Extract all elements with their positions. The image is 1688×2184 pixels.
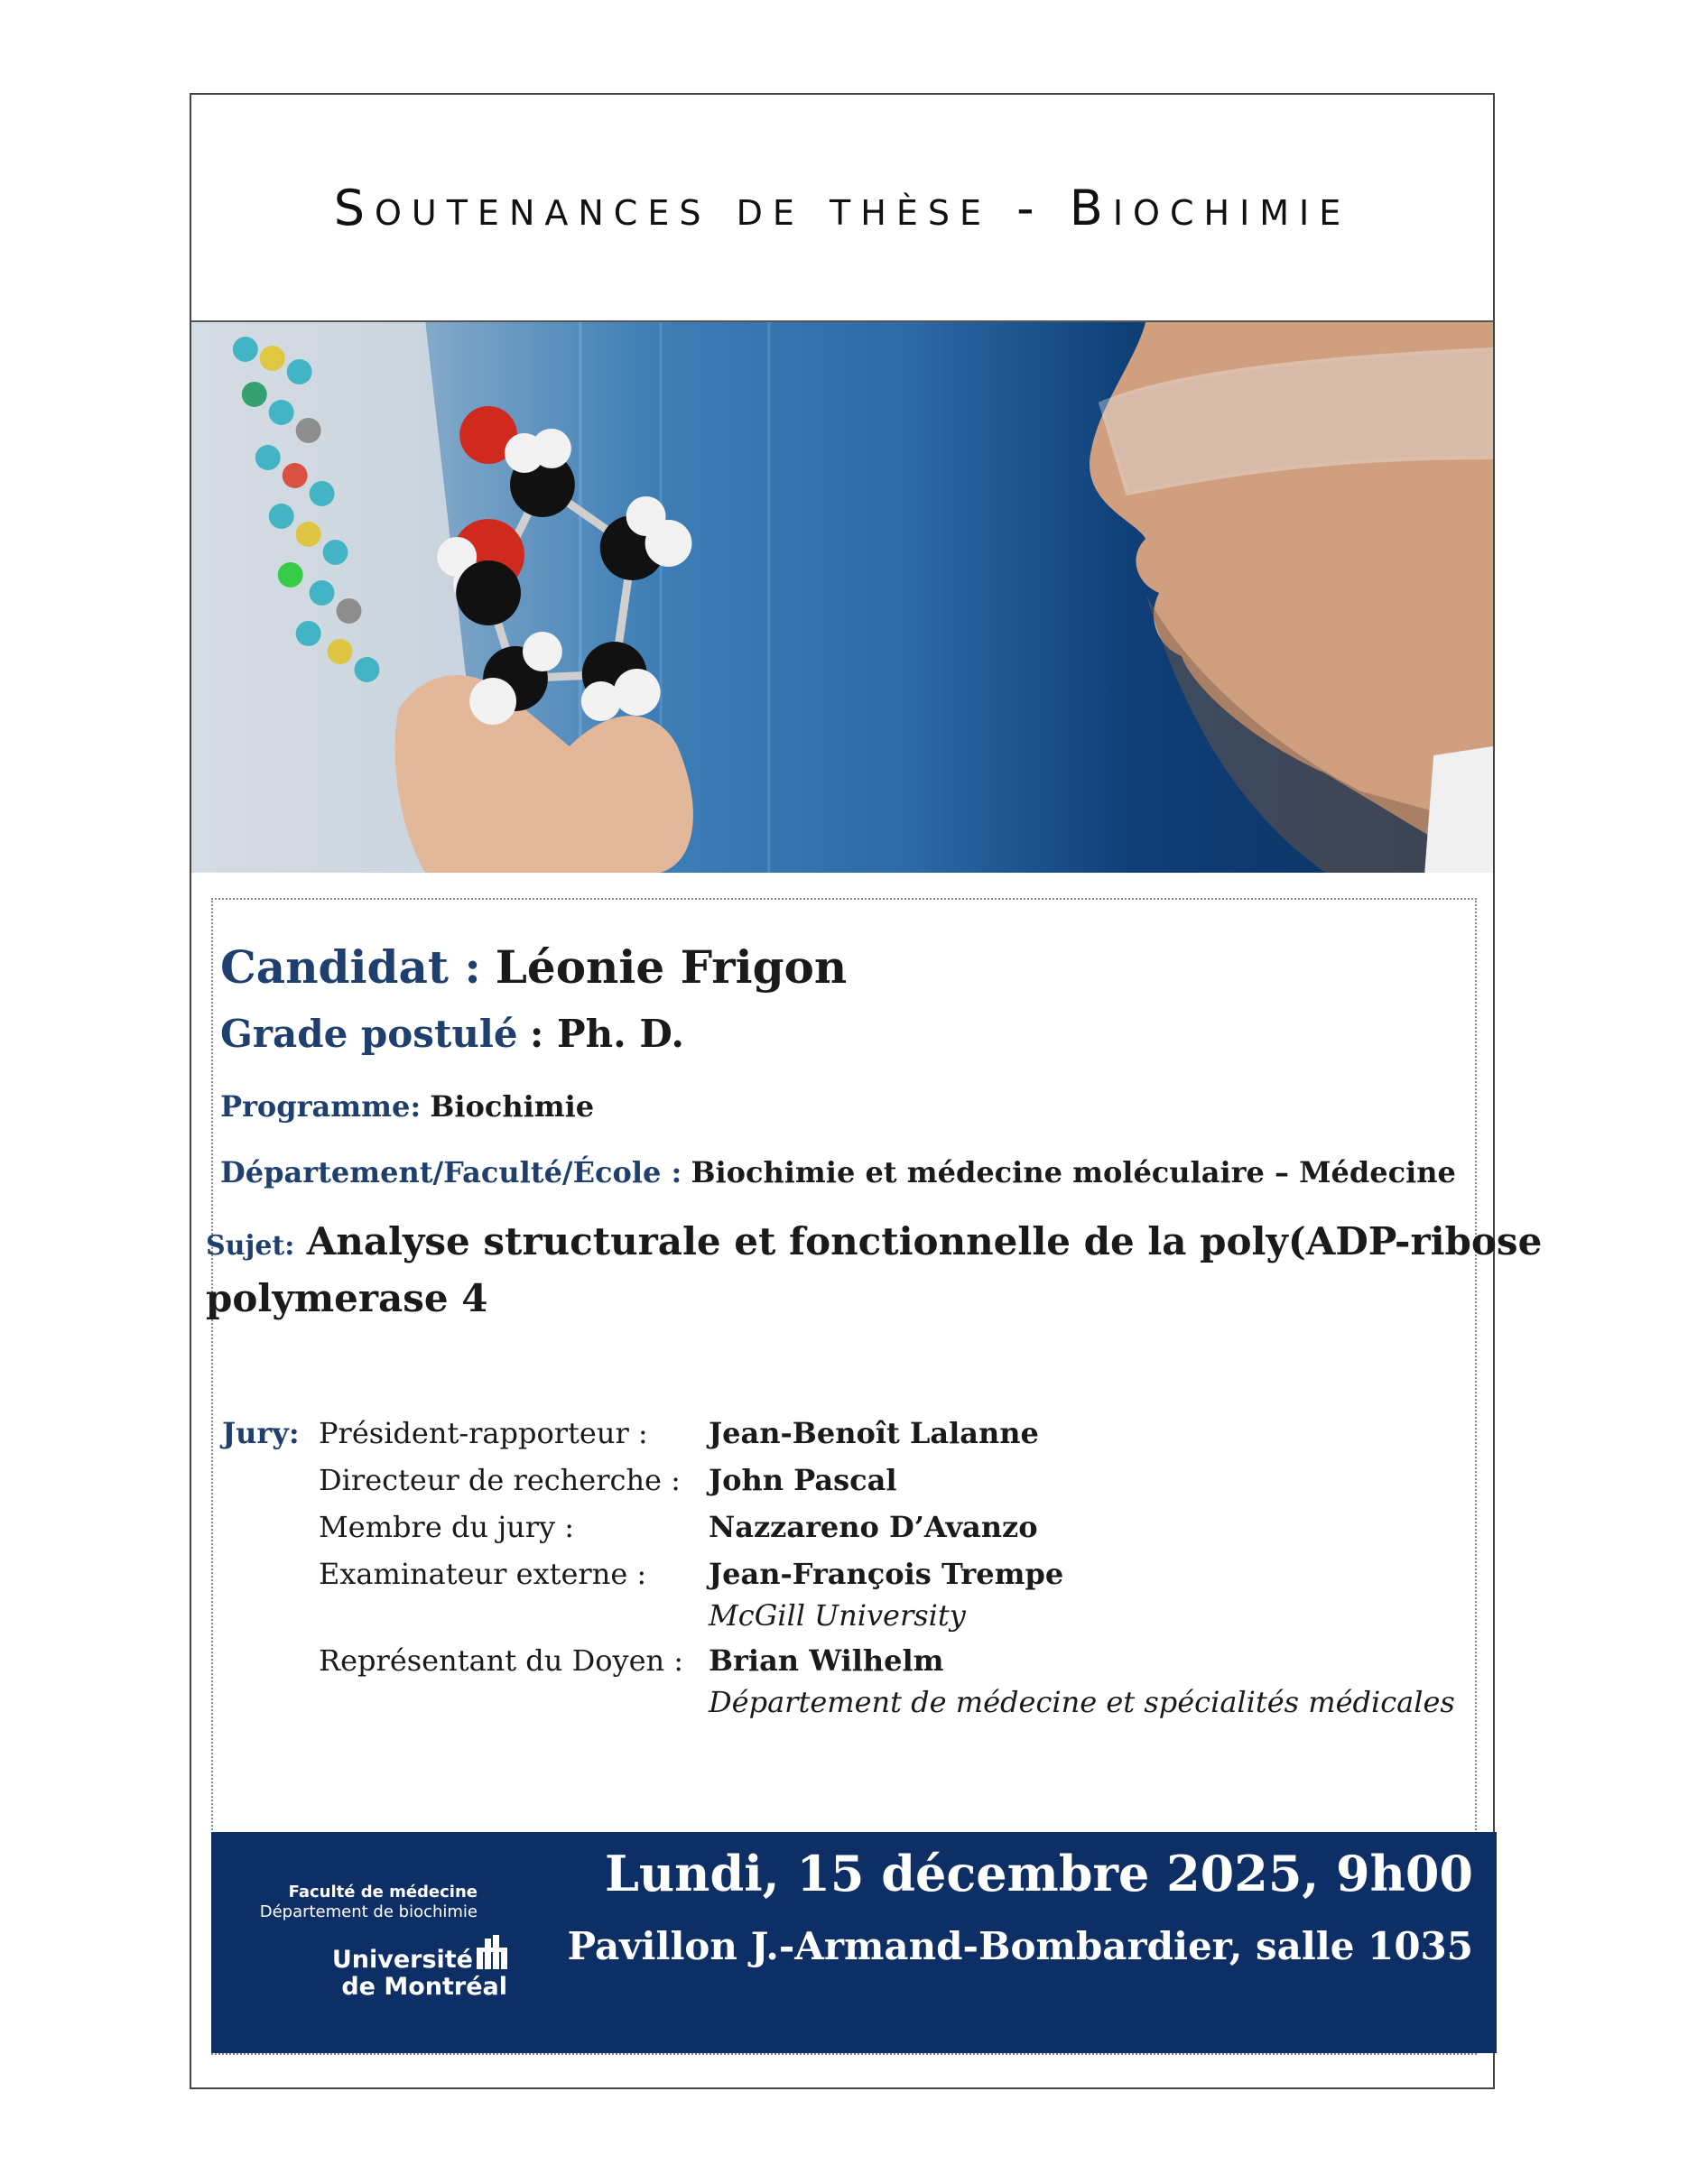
bottom-divider [211, 2053, 1477, 2055]
hero-photo [191, 322, 1493, 873]
logo-university-line1: Université [331, 1946, 473, 1974]
logo-department: Département de biochimie [259, 1902, 478, 1921]
jury-role: Représentant du Doyen : [319, 1643, 684, 1678]
programme-label: Programme: [220, 1089, 422, 1124]
jury-row [319, 1637, 1402, 1684]
programme-line [220, 1089, 594, 1124]
poster [190, 93, 1543, 2089]
department-label: Département/Faculté/École : [220, 1155, 682, 1189]
grade-label: Grade postulé [220, 1012, 518, 1056]
udem-mark-icon [475, 1935, 511, 1969]
title-band [191, 95, 1493, 322]
jury-role: Président-rapporteur : [319, 1416, 648, 1450]
logo-university-line2: de Montréal [341, 1973, 507, 2001]
thesis-info [206, 898, 1543, 1841]
defense-location: Pavillon J.-Armand-Bombardier, salle 1035 [567, 1924, 1473, 1968]
footer-band [211, 1832, 1497, 2053]
candidat-name: Léonie Frigon [495, 940, 848, 994]
jury-label: Jury: [222, 1416, 300, 1450]
jury-row [319, 1457, 1402, 1504]
jury-affiliation: McGill University [709, 1598, 966, 1633]
jury-name: John Pascal [709, 1463, 897, 1497]
grade-line [220, 1012, 684, 1056]
poster-title: Soutenances de thèse - Biochimie [333, 179, 1351, 236]
logo-faculty: Faculté de médecine [288, 1883, 478, 1902]
jury-name: Brian Wilhelm [709, 1643, 944, 1678]
department-value: Biochimie et médecine moléculaire – Médecine [691, 1155, 1456, 1189]
department-line [220, 1155, 1456, 1189]
jury-row [319, 1550, 1402, 1597]
subject-label: Sujet: [206, 1230, 295, 1262]
jury-list [319, 1410, 1455, 1724]
candidat-line [220, 940, 847, 994]
jury-name: Nazzareno D’Avanzo [709, 1510, 1038, 1544]
jury-affiliation: Département de médecine et spécialités médicales [709, 1685, 1455, 1719]
subject-line-1: Analyse structurale et fonctionnelle de la poly(ADP-ribose [306, 1219, 1543, 1263]
subject-line-2: polymerase 4 [206, 1276, 488, 1320]
jury-affiliation-row [319, 1597, 1402, 1637]
jury-affiliation-row [319, 1684, 1455, 1724]
jury-name: Jean-François Trempe [709, 1557, 1064, 1591]
grade-value: : Ph. D. [529, 1012, 684, 1056]
jury-row [319, 1410, 1402, 1457]
udem-logo [229, 1883, 527, 2018]
jury-row [319, 1504, 1402, 1550]
scientist-molecule-illustration [191, 322, 1493, 873]
programme-value: Biochimie [430, 1089, 595, 1124]
candidat-label: Candidat : [220, 940, 481, 994]
jury-role: Examinateur externe : [319, 1557, 647, 1591]
defense-date: Lundi, 15 décembre 2025, 9h00 [604, 1845, 1473, 1902]
jury-role: Membre du jury : [319, 1510, 575, 1544]
jury-role: Directeur de recherche : [319, 1463, 681, 1497]
subject-block [206, 1216, 1543, 1325]
jury-name: Jean-Benoît Lalanne [709, 1416, 1039, 1450]
